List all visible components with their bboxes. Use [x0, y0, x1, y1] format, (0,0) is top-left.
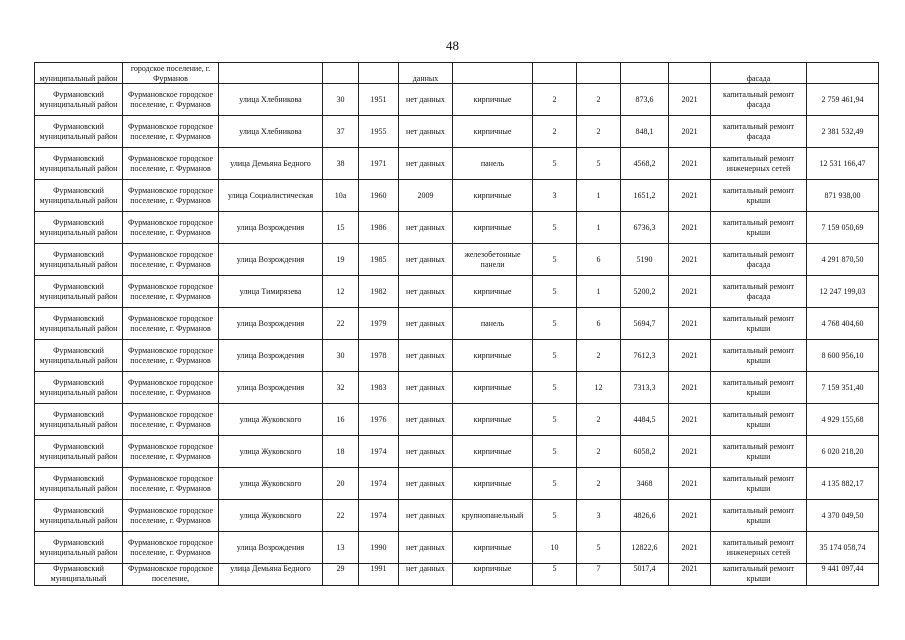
renovation-year-cell: нет данных — [399, 372, 453, 404]
house-number-cell: 12 — [323, 276, 359, 308]
district-cell: Фурмановский муниципальный район — [35, 404, 123, 436]
year-built-cell: 1982 — [359, 276, 399, 308]
table-row — [35, 500, 879, 532]
wall-material-cell: крупнопанельный — [453, 500, 533, 532]
wall-material-cell: кирпичные — [453, 436, 533, 468]
year-built-cell: 1955 — [359, 116, 399, 148]
table-row — [35, 532, 879, 564]
plan-year-cell: 2021 — [669, 148, 711, 180]
street-cell: улица Возрождения — [219, 308, 323, 340]
wall-material-cell: железобетонные панели — [453, 244, 533, 276]
area-cell: 5200,2 — [621, 276, 669, 308]
house-number-cell: 15 — [323, 212, 359, 244]
cost-cell: 8 600 956,10 — [807, 340, 879, 372]
entrances-cell: 7 — [577, 564, 621, 586]
street-cell: улица Возрождения — [219, 340, 323, 372]
plan-year-cell: 2021 — [669, 116, 711, 148]
table-row — [35, 564, 879, 586]
floors-cell: 5 — [533, 308, 577, 340]
wall-material-cell: кирпичные — [453, 468, 533, 500]
floors-cell: 5 — [533, 564, 577, 586]
wall-material-cell — [453, 63, 533, 84]
renovation-year-cell: нет данных — [399, 116, 453, 148]
settlement-cell: Фурмановское городское поселение, г. Фурманов — [123, 500, 219, 532]
district-cell: Фурмановский муниципальный район — [35, 212, 123, 244]
year-built-cell: 1979 — [359, 308, 399, 340]
street-cell: улица Жуковского — [219, 436, 323, 468]
work-type-cell: капитальный ремонт фасада — [711, 276, 807, 308]
area-cell: 5017,4 — [621, 564, 669, 586]
table-row — [35, 468, 879, 500]
renovation-year-cell: нет данных — [399, 244, 453, 276]
work-type-cell: капитальный ремонт инженерных сетей — [711, 532, 807, 564]
renovation-year-cell: нет данных — [399, 404, 453, 436]
work-type-cell: капитальный ремонт крыши — [711, 404, 807, 436]
settlement-cell: Фурмановское городское поселение, г. Фурманов — [123, 276, 219, 308]
floors-cell: 5 — [533, 372, 577, 404]
entrances-cell: 6 — [577, 308, 621, 340]
area-cell: 3468 — [621, 468, 669, 500]
settlement-cell: Фурмановское городское поселение, — [123, 564, 219, 586]
work-type-cell: капитальный ремонт крыши — [711, 500, 807, 532]
district-cell: Фурмановский муниципальный район — [35, 308, 123, 340]
year-built-cell: 1951 — [359, 84, 399, 116]
street-cell: улица Хлебникова — [219, 84, 323, 116]
house-number-cell: 22 — [323, 308, 359, 340]
street-cell: улица Демьяна Бедного — [219, 148, 323, 180]
wall-material-cell: панель — [453, 308, 533, 340]
wall-material-cell: кирпичные — [453, 404, 533, 436]
district-cell: Фурмановский муниципальный район — [35, 500, 123, 532]
renovation-year-cell: нет данных — [399, 276, 453, 308]
area-cell — [621, 63, 669, 84]
area-cell: 4568,2 — [621, 148, 669, 180]
cost-cell: 4 370 049,50 — [807, 500, 879, 532]
cost-cell: 4 291 870,50 — [807, 244, 879, 276]
settlement-cell: городское поселение, г. Фурманов — [123, 63, 219, 84]
renovation-year-cell: нет данных — [399, 468, 453, 500]
entrances-cell: 1 — [577, 276, 621, 308]
renovation-year-cell: нет данных — [399, 84, 453, 116]
district-cell: Фурмановский муниципальный — [35, 564, 123, 586]
cost-cell: 9 441 097,44 — [807, 564, 879, 586]
plan-year-cell: 2021 — [669, 340, 711, 372]
floors-cell — [533, 63, 577, 84]
house-number-cell: 16 — [323, 404, 359, 436]
year-built-cell: 1976 — [359, 404, 399, 436]
cost-cell: 4 768 404,60 — [807, 308, 879, 340]
entrances-cell: 5 — [577, 532, 621, 564]
settlement-cell: Фурмановское городское поселение, г. Фурманов — [123, 404, 219, 436]
entrances-cell: 2 — [577, 84, 621, 116]
wall-material-cell: кирпичные — [453, 116, 533, 148]
cost-cell: 6 020 218,20 — [807, 436, 879, 468]
wall-material-cell: панель — [453, 148, 533, 180]
settlement-cell: Фурмановское городское поселение, г. Фурманов — [123, 308, 219, 340]
table-row — [35, 116, 879, 148]
renovation-year-cell: нет данных — [399, 308, 453, 340]
house-number-cell: 10а — [323, 180, 359, 212]
settlement-cell: Фурмановское городское поселение, г. Фурманов — [123, 244, 219, 276]
district-cell: Фурмановский муниципальный район — [35, 180, 123, 212]
street-cell: улица Демьяна Бедного — [219, 564, 323, 586]
cost-cell: 2 381 532,49 — [807, 116, 879, 148]
wall-material-cell: кирпичные — [453, 372, 533, 404]
plan-year-cell: 2021 — [669, 276, 711, 308]
work-type-cell: капитальный ремонт крыши — [711, 308, 807, 340]
street-cell: улица Возрождения — [219, 372, 323, 404]
entrances-cell: 2 — [577, 116, 621, 148]
floors-cell: 5 — [533, 244, 577, 276]
wall-material-cell: кирпичные — [453, 276, 533, 308]
district-cell: Фурмановский муниципальный район — [35, 116, 123, 148]
year-built-cell: 1978 — [359, 340, 399, 372]
work-type-cell: капитальный ремонт фасада — [711, 84, 807, 116]
year-built-cell: 1974 — [359, 436, 399, 468]
cost-cell: 871 938,00 — [807, 180, 879, 212]
entrances-cell: 5 — [577, 148, 621, 180]
plan-year-cell: 2021 — [669, 564, 711, 586]
district-cell: Фурмановский муниципальный район — [35, 84, 123, 116]
entrances-cell: 2 — [577, 468, 621, 500]
work-type-cell: капитальный ремонт крыши — [711, 212, 807, 244]
entrances-cell: 1 — [577, 212, 621, 244]
area-cell: 1651,2 — [621, 180, 669, 212]
work-type-cell: капитальный ремонт крыши — [711, 372, 807, 404]
house-number-cell: 37 — [323, 116, 359, 148]
floors-cell: 5 — [533, 340, 577, 372]
year-built-cell: 1974 — [359, 500, 399, 532]
house-number-cell: 20 — [323, 468, 359, 500]
settlement-cell: Фурмановское городское поселение, г. Фурманов — [123, 84, 219, 116]
wall-material-cell: кирпичные — [453, 180, 533, 212]
settlement-cell: Фурмановское городское поселение, г. Фурманов — [123, 372, 219, 404]
renovation-year-cell: нет данных — [399, 436, 453, 468]
district-cell: Фурмановский муниципальный район — [35, 148, 123, 180]
year-built-cell: 1983 — [359, 372, 399, 404]
settlement-cell: Фурмановское городское поселение, г. Фурманов — [123, 436, 219, 468]
cost-cell: 4 135 882,17 — [807, 468, 879, 500]
entrances-cell: 3 — [577, 500, 621, 532]
street-cell: улица Жуковского — [219, 404, 323, 436]
district-cell: Фурмановский муниципальный район — [35, 532, 123, 564]
street-cell: улица Социалистическая — [219, 180, 323, 212]
table-row — [35, 276, 879, 308]
street-cell: улица Возрождения — [219, 244, 323, 276]
wall-material-cell: кирпичные — [453, 564, 533, 586]
floors-cell: 5 — [533, 436, 577, 468]
area-cell: 7313,3 — [621, 372, 669, 404]
year-built-cell: 1990 — [359, 532, 399, 564]
floors-cell: 5 — [533, 276, 577, 308]
area-cell: 848,1 — [621, 116, 669, 148]
cost-cell — [807, 63, 879, 84]
entrances-cell: 2 — [577, 340, 621, 372]
housing-register-table — [34, 62, 879, 586]
renovation-year-cell: 2009 — [399, 180, 453, 212]
area-cell: 6736,3 — [621, 212, 669, 244]
house-number-cell: 38 — [323, 148, 359, 180]
renovation-year-cell: нет данных — [399, 212, 453, 244]
plan-year-cell: 2021 — [669, 468, 711, 500]
district-cell: Фурмановский муниципальный район — [35, 244, 123, 276]
renovation-year-cell: нет данных — [399, 500, 453, 532]
entrances-cell: 1 — [577, 180, 621, 212]
cost-cell: 7 159 050,69 — [807, 212, 879, 244]
wall-material-cell: кирпичные — [453, 340, 533, 372]
cost-cell: 35 174 058,74 — [807, 532, 879, 564]
plan-year-cell: 2021 — [669, 308, 711, 340]
settlement-cell: Фурмановское городское поселение, г. Фурманов — [123, 116, 219, 148]
area-cell: 5694,7 — [621, 308, 669, 340]
page-number: 48 — [446, 38, 459, 53]
renovation-year-cell: нет данных — [399, 340, 453, 372]
entrances-cell — [577, 63, 621, 84]
table-row — [35, 436, 879, 468]
plan-year-cell: 2021 — [669, 84, 711, 116]
entrances-cell: 6 — [577, 244, 621, 276]
wall-material-cell: кирпичные — [453, 532, 533, 564]
cost-cell: 4 929 155,68 — [807, 404, 879, 436]
floors-cell: 5 — [533, 212, 577, 244]
plan-year-cell: 2021 — [669, 436, 711, 468]
year-built-cell: 1991 — [359, 564, 399, 586]
entrances-cell: 12 — [577, 372, 621, 404]
area-cell: 12822,6 — [621, 532, 669, 564]
plan-year-cell: 2021 — [669, 372, 711, 404]
wall-material-cell: кирпичные — [453, 212, 533, 244]
entrances-cell: 2 — [577, 436, 621, 468]
house-number-cell: 13 — [323, 532, 359, 564]
entrances-cell: 2 — [577, 404, 621, 436]
house-number-cell: 30 — [323, 84, 359, 116]
cost-cell: 12 531 166,47 — [807, 148, 879, 180]
floors-cell: 2 — [533, 84, 577, 116]
cost-cell: 12 247 199,03 — [807, 276, 879, 308]
renovation-year-cell: нет данных — [399, 564, 453, 586]
table-row — [35, 148, 879, 180]
cost-cell: 2 759 461,94 — [807, 84, 879, 116]
district-cell: Фурмановский муниципальный район — [35, 340, 123, 372]
district-cell: муниципальный район — [35, 63, 123, 84]
plan-year-cell — [669, 63, 711, 84]
plan-year-cell: 2021 — [669, 244, 711, 276]
table-row — [35, 84, 879, 116]
street-cell: улица Возрождения — [219, 532, 323, 564]
floors-cell: 5 — [533, 148, 577, 180]
table-row — [35, 308, 879, 340]
renovation-year-cell: данных — [399, 63, 453, 84]
work-type-cell: фасада — [711, 63, 807, 84]
floors-cell: 5 — [533, 404, 577, 436]
street-cell: улица Жуковского — [219, 468, 323, 500]
floors-cell: 2 — [533, 116, 577, 148]
house-number-cell: 29 — [323, 564, 359, 586]
settlement-cell: Фурмановское городское поселение, г. Фурманов — [123, 532, 219, 564]
house-number-cell: 32 — [323, 372, 359, 404]
street-cell — [219, 63, 323, 84]
renovation-year-cell: нет данных — [399, 148, 453, 180]
work-type-cell: капитальный ремонт крыши — [711, 436, 807, 468]
plan-year-cell: 2021 — [669, 212, 711, 244]
house-number-cell: 18 — [323, 436, 359, 468]
area-cell: 7612,3 — [621, 340, 669, 372]
street-cell: улица Хлебникова — [219, 116, 323, 148]
work-type-cell: капитальный ремонт крыши — [711, 468, 807, 500]
year-built-cell: 1986 — [359, 212, 399, 244]
area-cell: 4826,6 — [621, 500, 669, 532]
year-built-cell: 1960 — [359, 180, 399, 212]
district-cell: Фурмановский муниципальный район — [35, 372, 123, 404]
area-cell: 873,6 — [621, 84, 669, 116]
settlement-cell: Фурмановское городское поселение, г. Фурманов — [123, 468, 219, 500]
settlement-cell: Фурмановское городское поселение, г. Фурманов — [123, 180, 219, 212]
settlement-cell: Фурмановское городское поселение, г. Фурманов — [123, 212, 219, 244]
area-cell: 5190 — [621, 244, 669, 276]
work-type-cell: капитальный ремонт крыши — [711, 564, 807, 586]
floors-cell: 3 — [533, 180, 577, 212]
plan-year-cell: 2021 — [669, 180, 711, 212]
work-type-cell: капитальный ремонт фасада — [711, 116, 807, 148]
street-cell: улица Возрождения — [219, 212, 323, 244]
year-built-cell: 1985 — [359, 244, 399, 276]
table-row — [35, 180, 879, 212]
year-built-cell: 1971 — [359, 148, 399, 180]
table-row — [35, 212, 879, 244]
renovation-year-cell: нет данных — [399, 532, 453, 564]
table-row — [35, 244, 879, 276]
table-row — [35, 404, 879, 436]
table-row — [35, 340, 879, 372]
area-cell: 4484,5 — [621, 404, 669, 436]
cost-cell: 7 159 351,40 — [807, 372, 879, 404]
work-type-cell: капитальный ремонт фасада — [711, 244, 807, 276]
district-cell: Фурмановский муниципальный район — [35, 276, 123, 308]
work-type-cell: капитальный ремонт инженерных сетей — [711, 148, 807, 180]
work-type-cell: капитальный ремонт крыши — [711, 180, 807, 212]
table-row — [35, 63, 879, 84]
wall-material-cell: кирпичные — [453, 84, 533, 116]
street-cell: улица Жуковского — [219, 500, 323, 532]
street-cell: улица Тимирязева — [219, 276, 323, 308]
house-number-cell: 22 — [323, 500, 359, 532]
plan-year-cell: 2021 — [669, 532, 711, 564]
district-cell: Фурмановский муниципальный район — [35, 436, 123, 468]
floors-cell: 5 — [533, 500, 577, 532]
district-cell: Фурмановский муниципальный район — [35, 468, 123, 500]
floors-cell: 5 — [533, 468, 577, 500]
work-type-cell: капитальный ремонт крыши — [711, 340, 807, 372]
floors-cell: 10 — [533, 532, 577, 564]
house-number-cell: 19 — [323, 244, 359, 276]
house-number-cell — [323, 63, 359, 84]
settlement-cell: Фурмановское городское поселение, г. Фурманов — [123, 148, 219, 180]
year-built-cell — [359, 63, 399, 84]
plan-year-cell: 2021 — [669, 500, 711, 532]
table-row — [35, 372, 879, 404]
house-number-cell: 30 — [323, 340, 359, 372]
plan-year-cell: 2021 — [669, 404, 711, 436]
year-built-cell: 1974 — [359, 468, 399, 500]
settlement-cell: Фурмановское городское поселение, г. Фурманов — [123, 340, 219, 372]
area-cell: 6058,2 — [621, 436, 669, 468]
